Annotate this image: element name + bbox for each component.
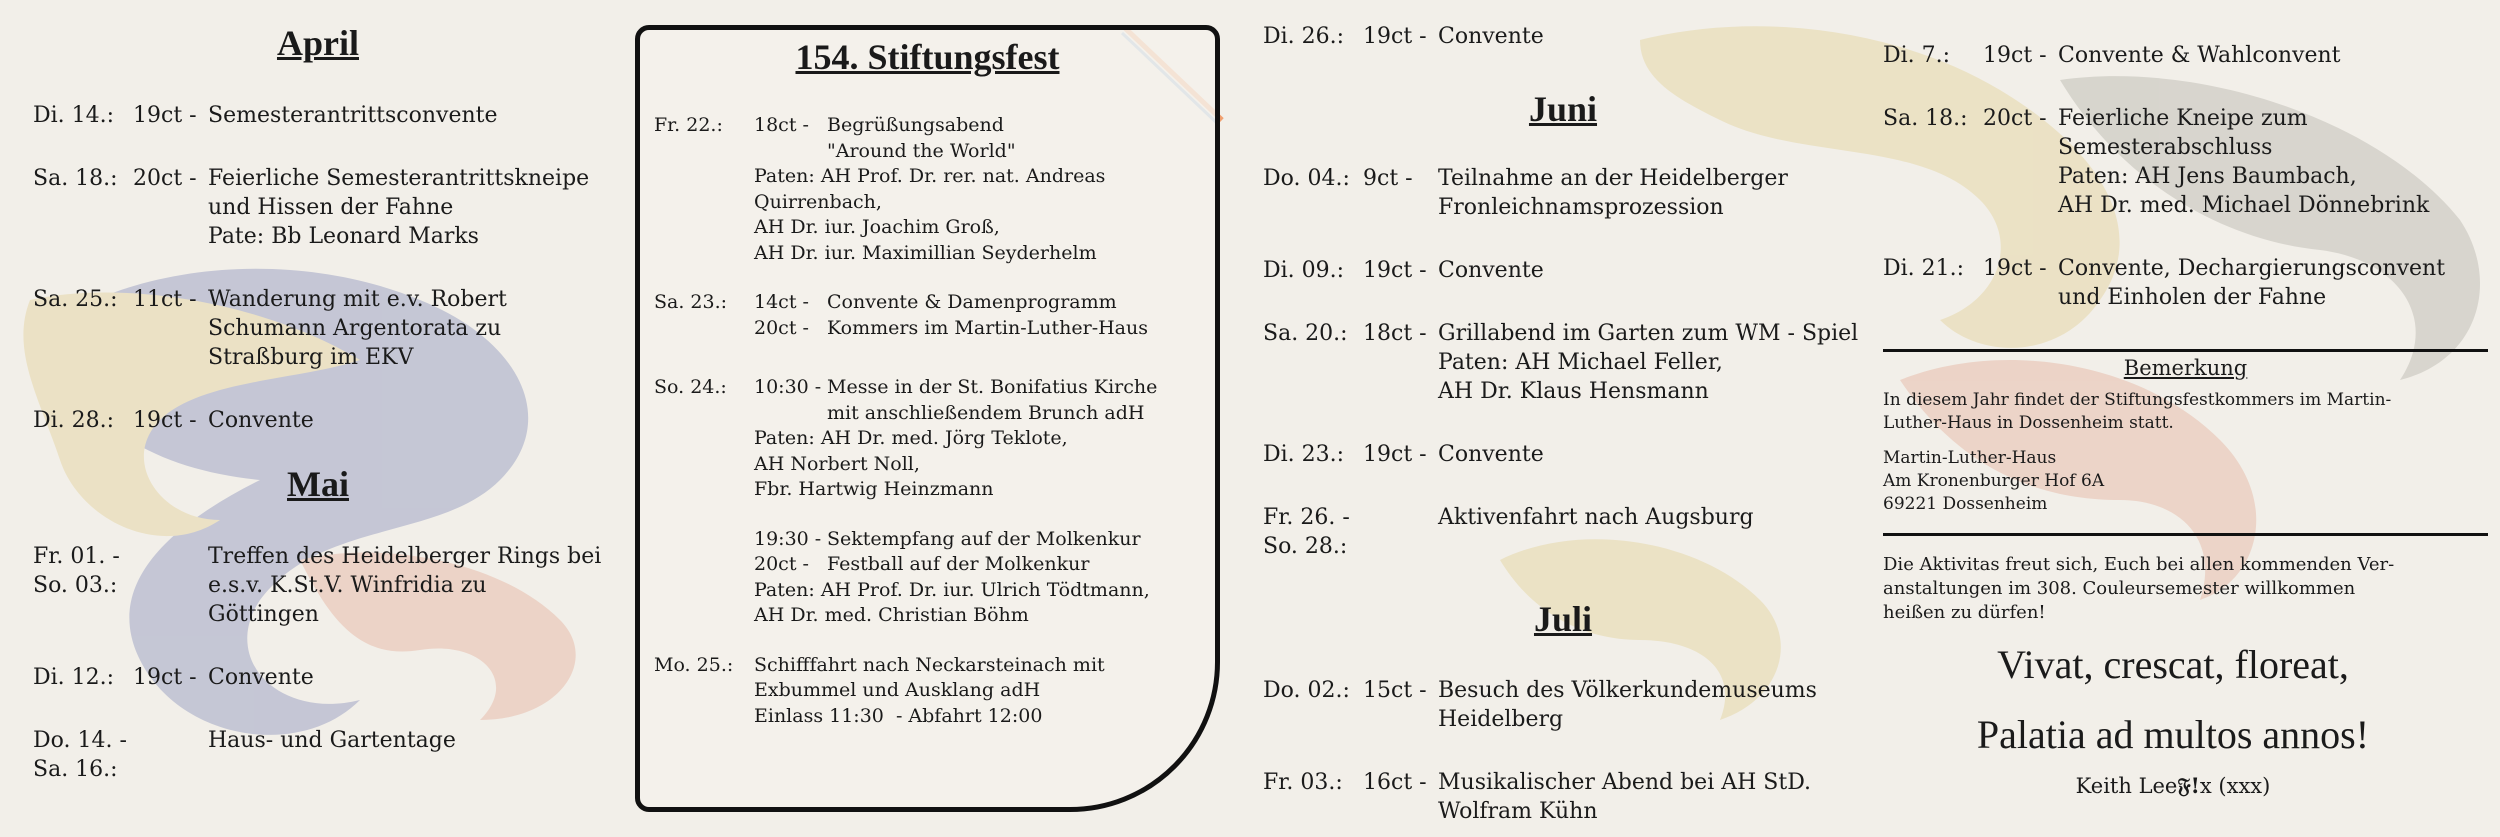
- event-row: [33, 164, 589, 251]
- juli-heading: Juli: [1533, 599, 1593, 639]
- event-day: Do. 14. - Sa. 16.:: [33, 728, 127, 782]
- event-day: Di. 12.:: [33, 665, 115, 690]
- event-time: [133, 726, 208, 784]
- event-text: Grillabend im Garten zum WM - Spiel Paten: AH Michael Feller, AH Dr. Klaus Hensmann: [1438, 321, 1859, 404]
- event-so24-paten: Paten: AH Dr. med. Jörg Teklote, AH Norbert Noll, Fbr. Hartwig Heinzmann: [754, 427, 1068, 500]
- event-text: Convente: [1438, 24, 1544, 49]
- event-text: Convente & Wahlconvent: [2058, 43, 2341, 68]
- april-event-list: [33, 101, 589, 435]
- remark-heading: Bemerkung: [2123, 356, 2248, 380]
- closing-section: [1883, 553, 2488, 799]
- event-time: 20ct -: [133, 166, 197, 191]
- event-row: [1263, 164, 1858, 222]
- event-day: Di. 21.:: [1883, 256, 1965, 281]
- event-day: Di. 26.:: [1263, 24, 1345, 49]
- event-di26: [1263, 22, 1544, 51]
- stiftungsfest-events: [654, 113, 1157, 729]
- event-time: 19ct -: [1363, 258, 1427, 283]
- event-time: 19ct -: [1363, 442, 1427, 467]
- event-row: [33, 285, 589, 372]
- juli-event-list: [1263, 676, 1817, 826]
- event-day: Di. 28.:: [33, 408, 115, 433]
- event-day: Sa. 18.:: [1883, 106, 1968, 131]
- event-time: 19ct -: [133, 103, 197, 128]
- event-so24-evening-1: 19:30 - Sektempfang auf der Molkenkur: [754, 527, 1141, 550]
- signature: Keith Lee𝔉!x (xxx): [2075, 773, 2271, 798]
- event-day: Di. 09.:: [1263, 258, 1345, 283]
- event-mo25: Mo. 25.: Schifffahrt nach Neckarsteinach mit Exbummel und Ausklang adH Einlass 11:30 - Abfahrt 12:00: [654, 653, 1105, 727]
- event-day: Di. 23.:: [1263, 442, 1345, 467]
- event-sa23: Sa. 23.: 14ct - Convente & Damenprogramm: [654, 291, 1117, 313]
- final-event-list: [1883, 41, 2445, 312]
- event-day: Sa. 25.:: [33, 287, 118, 312]
- event-time: 19ct -: [1363, 24, 1427, 49]
- event-row: [33, 726, 601, 784]
- event-text: Convente: [1438, 258, 1544, 283]
- event-text: Teilnahme an der Heidelberger Fronleichnamsprozession: [1438, 166, 1788, 220]
- stiftungsfest-heading: 154. Stiftungsfest: [795, 37, 1060, 77]
- event-text: Treffen des Heidelberger Rings bei e.s.v. K.St.V. Winfridia zu Göttingen: [208, 544, 602, 627]
- event-time: [133, 542, 208, 629]
- event-text: Feierliche Semesterantrittskneipe und Hissen der Fahne Pate: Bb Leonard Marks: [208, 166, 590, 249]
- event-row: [1263, 319, 1858, 406]
- divider-bottom: [1883, 533, 2488, 536]
- event-time: 19ct -: [133, 408, 197, 433]
- event-text: Convente: [208, 408, 314, 433]
- event-row: [33, 101, 589, 130]
- event-day: Sa. 18.:: [33, 166, 118, 191]
- event-row: [1263, 256, 1858, 285]
- event-time: 15ct -: [1363, 678, 1427, 703]
- event-text: Semesterantrittsconvente: [208, 103, 498, 128]
- event-row: [1263, 676, 1817, 734]
- remark-text: In diesem Jahr findet der Stiftungsfestkommers im Martin- Luther-Haus in Dossenheim statt.: [1883, 390, 2392, 433]
- event-row: [33, 663, 601, 692]
- event-day: Fr. 03.:: [1263, 770, 1343, 795]
- event-row: [1883, 254, 2445, 312]
- event-row: [33, 406, 589, 435]
- event-time: 16ct -: [1363, 770, 1427, 795]
- mai-heading: Mai: [287, 464, 349, 504]
- event-row: [1263, 22, 1544, 51]
- event-row: [1263, 768, 1817, 826]
- event-fr22: Fr. 22.: 18ct - Begrüßungsabend "Around the World": [654, 114, 1016, 162]
- event-time: 19ct -: [133, 665, 197, 690]
- stiftungsfest-panel: [635, 25, 1220, 812]
- event-text: Besuch des Völkerkundemuseums Heidelberg: [1438, 678, 1817, 732]
- address-block: Martin-Luther-Haus Am Kronenburger Hof 6A 69221 Dossenheim: [1883, 448, 2105, 514]
- event-so24-paten2: Paten: AH Prof. Dr. iur. Ulrich Tödtmann, AH Dr. med. Christian Böhm: [754, 578, 1150, 626]
- event-day: Fr. 01. - So. 03.:: [33, 544, 120, 598]
- event-text: Feierliche Kneipe zum Semesterabschluss Paten: AH Jens Baumbach, AH Dr. med. Michael Dönnebrink: [2058, 106, 2430, 218]
- event-row: [33, 542, 601, 629]
- event-row: [1263, 503, 1858, 561]
- greeting-text: Die Aktivitas freut sich, Euch bei allen kommenden Ver- anstaltungen im 308. Couleursemester willkommen heißen zu dürfen!: [1883, 554, 2395, 623]
- event-row: [1883, 41, 2445, 70]
- mai-event-list: [33, 542, 601, 784]
- event-so24-evening-2: 20ct - Festball auf der Molkenkur: [754, 553, 1090, 575]
- event-day: Di. 14.:: [33, 103, 115, 128]
- event-time: 18ct -: [1363, 321, 1427, 346]
- event-day: Do. 02.:: [1263, 678, 1350, 703]
- event-day: Fr. 26. - So. 28.:: [1263, 505, 1350, 559]
- event-day: Sa. 20.:: [1263, 321, 1348, 346]
- event-text: Aktivenfahrt nach Augsburg: [1438, 505, 1754, 530]
- event-time: 19ct -: [1983, 256, 2047, 281]
- vivat-line-2: Palatia ad multos annos!: [1976, 712, 2370, 757]
- remark-section: [1883, 353, 2488, 516]
- juni-event-list: [1263, 164, 1858, 561]
- event-sa23-row2: 20ct - Kommers im Martin-Luther-Haus: [754, 316, 1148, 339]
- event-text: Convente: [208, 665, 314, 690]
- event-time: 19ct -: [1983, 43, 2047, 68]
- event-day: Do. 04.:: [1263, 166, 1350, 191]
- event-time: 9ct -: [1363, 166, 1413, 191]
- event-row: [1883, 104, 2445, 220]
- event-time: 11ct -: [133, 287, 197, 312]
- vivat-line-1: Vivat, crescat, floreat,: [1997, 642, 2349, 687]
- event-day: Di. 7.:: [1883, 43, 1951, 68]
- event-text: Convente, Dechargierungsconvent und Einholen der Fahne: [2058, 256, 2446, 310]
- event-text: Convente: [1438, 442, 1544, 467]
- event-time: 20ct -: [1983, 106, 2047, 131]
- event-row: [1263, 440, 1858, 469]
- juni-heading: Juni: [1528, 89, 1598, 129]
- divider-top: [1883, 349, 2488, 352]
- event-fr22-paten: Paten: AH Prof. Dr. rer. nat. Andreas Quirrenbach, AH Dr. iur. Joachim Groß, AH Dr. iur. Maximillian Seyderhelm: [754, 165, 1106, 264]
- event-time: [1363, 503, 1438, 561]
- event-text: Musikalischer Abend bei AH StD. Wolfram Kühn: [1438, 770, 1812, 824]
- event-text: Haus- und Gartentage: [208, 728, 456, 753]
- event-so24: So. 24.: 10:30 - Messe in der St. Bonifatius Kirche mit anschließendem Brunch adH: [654, 376, 1158, 424]
- event-text: Wanderung mit e.v. Robert Schumann Argentorata zu Straßburg im EKV: [208, 287, 507, 370]
- april-heading: April: [276, 23, 359, 63]
